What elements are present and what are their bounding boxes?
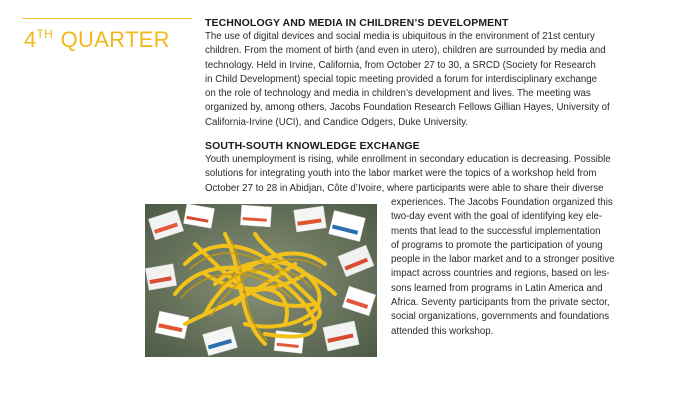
article-2-line: two-day event with the goal of identifying key ele- (391, 211, 603, 223)
article-2-line: impact across countries and regions, based on les- (391, 268, 610, 280)
article-1-line: on the role of technology and media in children’s development and lives. The meeting was (205, 88, 591, 100)
article-2-line: Youth unemployment is rising, while enrollment in secondary education is decreasing. Possible (205, 154, 611, 165)
article-2-line: experiences. The Jacobs Foundation organized this (391, 197, 613, 208)
quarter-ordinal-suffix: TH (36, 27, 54, 41)
article-1-line: in Child Development) special topic meeting provided a forum for interdisciplinary exchange (205, 73, 598, 85)
article-1-line: California-Irvine (UCI), and Candice Odgers, Duke University. (205, 116, 469, 128)
article-2-line: social organizations, governments and foundations (391, 311, 610, 323)
article-2-line: attended this workshop. (391, 325, 494, 337)
article-2-line: Africa. Seventy participants from the private sector, (391, 297, 610, 309)
article-2-line: people in the labor market and to a stronger positive (391, 254, 615, 266)
article-1-line: technology. Held in Irvine, California, from October 27 to 30, a SRCD (Society for Research (205, 59, 596, 71)
article-2-line: solutions for integrating youth into the labor market were the topics of a workshop held from (205, 168, 597, 180)
article-2-body-wrapped (391, 196, 614, 339)
quarter-word: QUARTER (60, 27, 170, 52)
article-1-heading: TECHNOLOGY AND MEDIA IN CHILDREN’S DEVELOPMENT (205, 17, 509, 29)
quarter-label (24, 27, 170, 53)
article-2-line: sons learned from programs in Latin America and (391, 282, 603, 294)
article-2-line: ments that lead to the successful implementation (391, 225, 601, 237)
article-1-line: The use of digital devices and social media is ubiquitous in the environment of 21st century (205, 31, 595, 42)
section-rule (22, 18, 192, 19)
article-2-line: October 27 to 28 in Abidjan, Côte d’Ivoire, where participants were able to share their diverse (205, 182, 604, 194)
article-1-body (205, 30, 610, 130)
quarter-ordinal: 4 (24, 27, 37, 52)
article-1-line: organized by, among others, Jacobs Foundation Research Fellows Gillian Hayes, University of (205, 102, 610, 114)
article-2-heading: SOUTH-SOUTH KNOWLEDGE EXCHANGE (205, 140, 420, 152)
article-2-line: of programs to promote the participation of young (391, 239, 603, 251)
article-1-line: children. From the moment of birth (and even in utero), children are surrounded by media and (205, 45, 606, 57)
article-2-body-intro (205, 153, 611, 196)
workshop-photo (145, 204, 377, 357)
